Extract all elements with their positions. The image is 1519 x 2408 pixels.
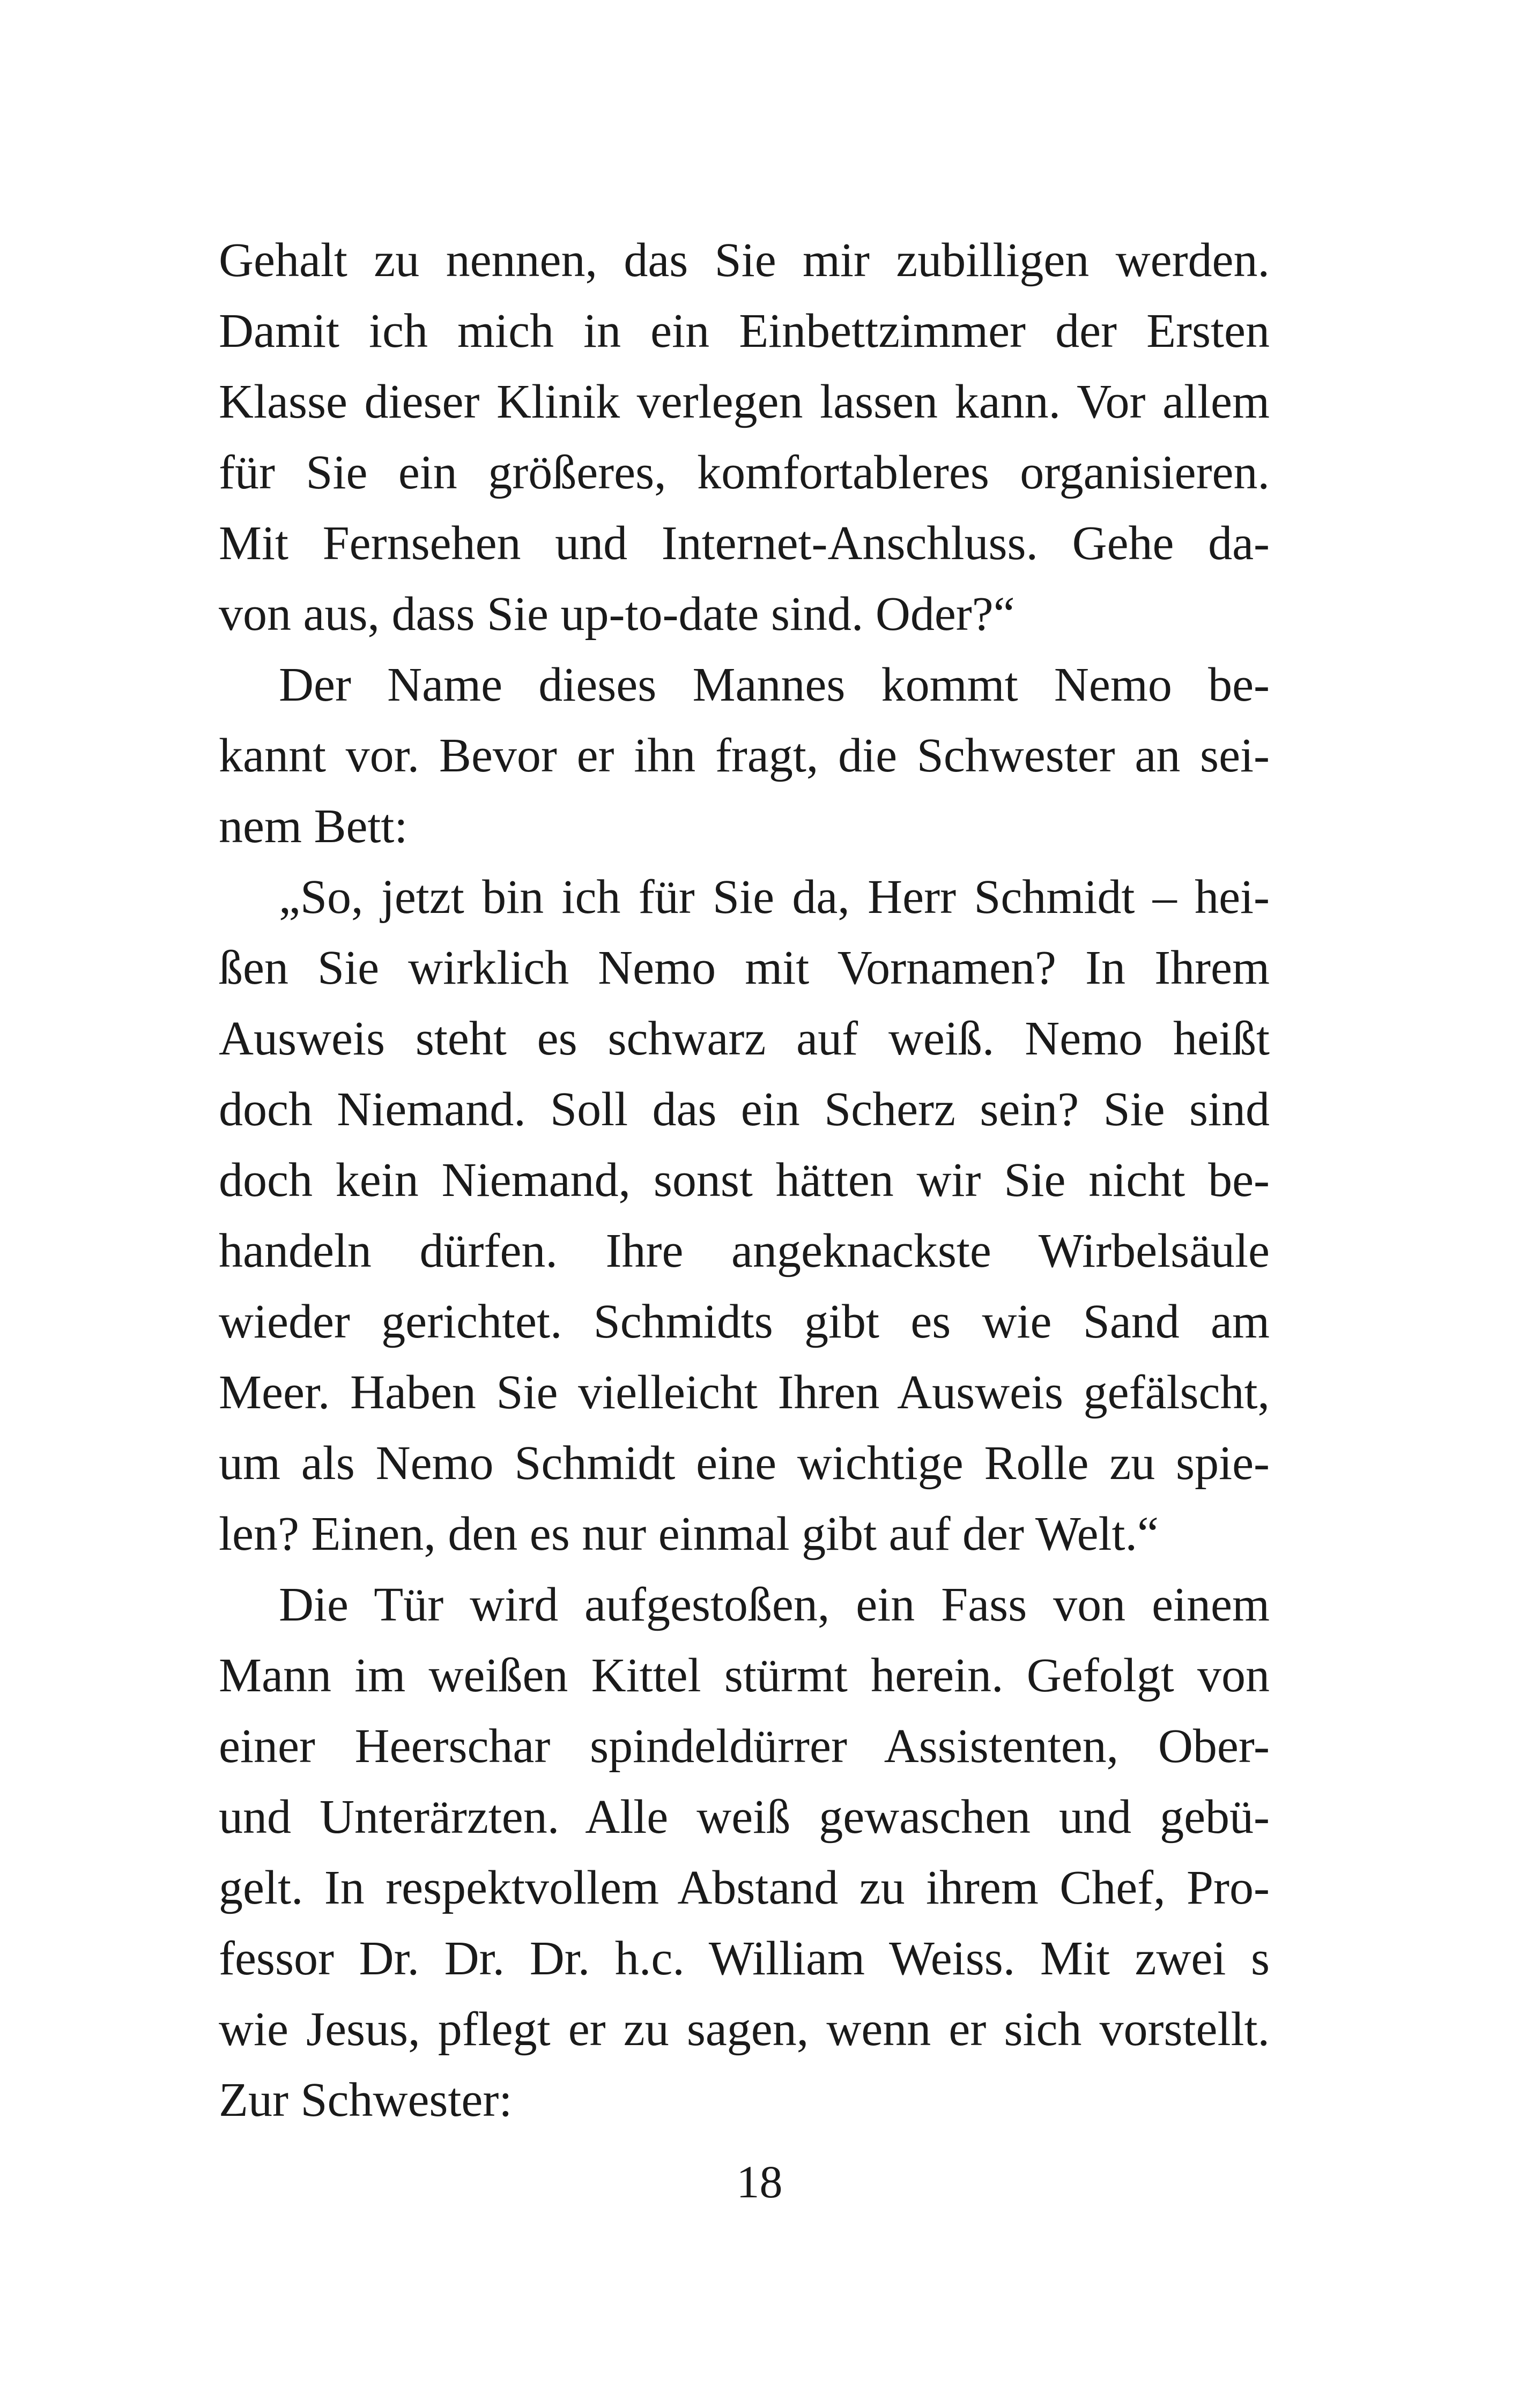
- text-line: Mit Fernsehen und Internet-Anschluss. Gehe da-: [219, 517, 1270, 570]
- text-line: doch Niemand. Soll das ein Scherz sein? Sie sind: [219, 1083, 1270, 1136]
- text-line: Gehalt zu nennen, das Sie mir zubilligen werden.: [219, 234, 1270, 287]
- text-line: ßen Sie wirklich Nemo mit Vornamen? In Ihrem: [219, 941, 1270, 994]
- body-text: [219, 225, 1270, 2136]
- text-line: Der Name dieses Mannes kommt Nemo be-: [279, 658, 1270, 711]
- text-line: Damit ich mich in ein Einbettzimmer der Ersten: [219, 304, 1270, 358]
- text-line: Meer. Haben Sie vielleicht Ihren Ausweis gefälscht,: [219, 1366, 1270, 1419]
- text-line: und Unterärzten. Alle weiß gewaschen und gebü-: [219, 1790, 1270, 1844]
- text-line: für Sie ein größeres, komfortableres organisieren.: [219, 446, 1270, 499]
- text-line: „So, jetzt bin ich für Sie da, Herr Schmidt – hei-: [279, 871, 1270, 924]
- text-line: Zur Schwester:: [219, 2073, 513, 2127]
- text-line: von aus, dass Sie up-to-date sind. Oder?“: [219, 588, 1015, 641]
- text-line: handeln dürfen. Ihre angeknackste Wirbelsäule: [219, 1224, 1270, 1277]
- text-line: wieder gerichtet. Schmidts gibt es wie Sand am: [219, 1295, 1270, 1348]
- text-line: doch kein Niemand, sonst hätten wir Sie nicht be-: [219, 1154, 1270, 1207]
- text-line: len? Einen, den es nur einmal gibt auf der Welt.“: [219, 1507, 1159, 1560]
- page-number: 18: [736, 2156, 783, 2208]
- text-line: einer Heerschar spindeldürrer Assistenten, Ober-: [219, 1720, 1270, 1773]
- text-line: kannt vor. Bevor er ihn fragt, die Schwester an sei-: [219, 729, 1270, 782]
- text-line: um als Nemo Schmidt eine wichtige Rolle zu spie-: [219, 1437, 1270, 1490]
- text-line: wie Jesus, pflegt er zu sagen, wenn er sich vorstellt.: [219, 2003, 1270, 2056]
- text-line: Ausweis steht es schwarz auf weiß. Nemo heißt: [219, 1012, 1270, 1065]
- text-line: Klasse dieser Klinik verlegen lassen kann. Vor allem: [219, 375, 1270, 428]
- text-line: nem Bett:: [219, 800, 408, 853]
- text-line: fessor Dr. Dr. Dr. h.c. William Weiss. Mit zwei s: [219, 1932, 1270, 1985]
- text-line: Die Tür wird aufgestoßen, ein Fass von einem: [279, 1578, 1270, 1631]
- text-line: Mann im weißen Kittel stürmt herein. Gefolgt von: [219, 1649, 1270, 1702]
- text-line: gelt. In respektvollem Abstand zu ihrem Chef, Pro-: [219, 1861, 1270, 1914]
